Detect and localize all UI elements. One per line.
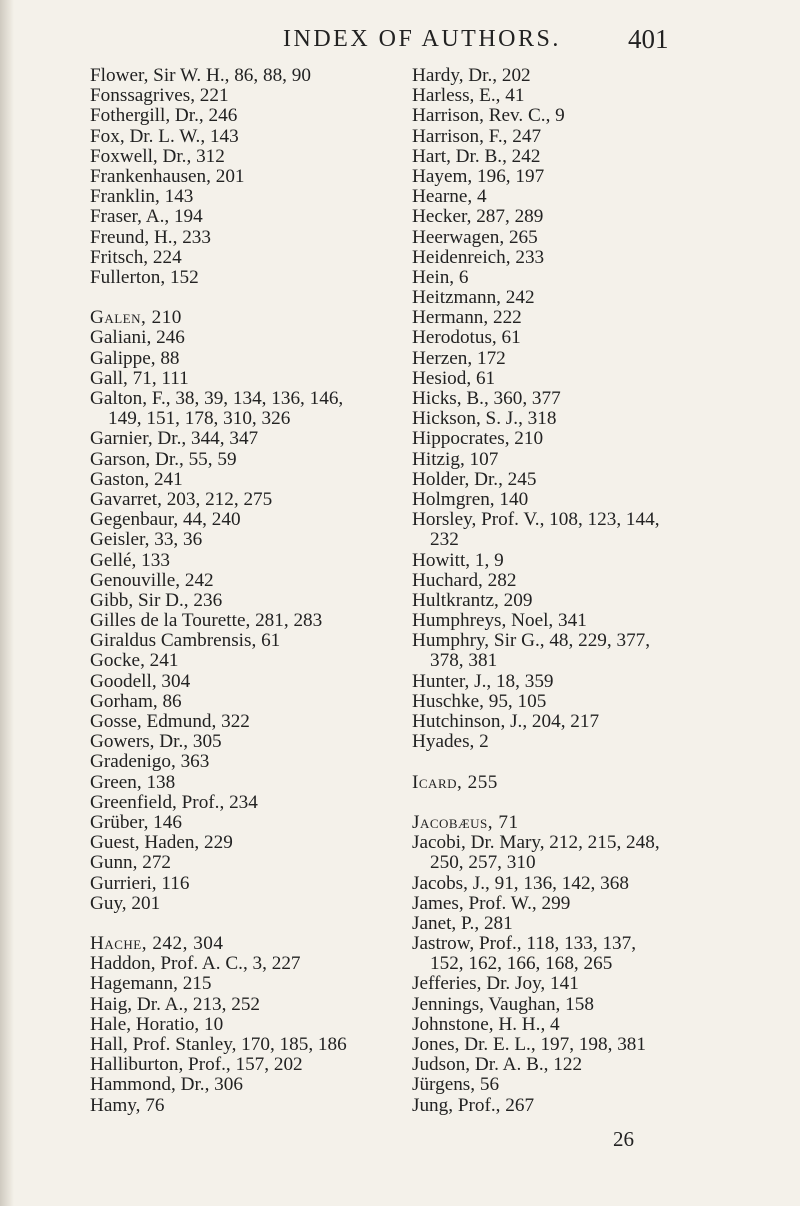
index-entry: Fritsch, 224: [90, 246, 182, 268]
index-entry: Jung, Prof., 267: [412, 1094, 535, 1116]
index-column-left: [90, 66, 390, 1116]
index-entry: Huchard, 282: [412, 569, 517, 591]
page-header: [0, 20, 800, 60]
index-entry: Geisler, 33, 36: [90, 529, 203, 551]
index-entry: Greenfield, Prof., 234: [90, 791, 258, 813]
index-entry: Haig, Dr. A., 213, 252: [90, 993, 261, 1015]
index-entry: Heitzmann, 242: [412, 287, 535, 309]
index-entry: Johnstone, H. H., 4: [412, 1013, 560, 1035]
index-entry: Humphry, Sir G., 48, 229, 377,: [412, 630, 651, 652]
index-entry: Icard, 255: [412, 771, 498, 793]
index-entry: Herzen, 172: [412, 347, 506, 369]
index-entry: Garson, Dr., 55, 59: [90, 448, 237, 470]
index-entry: Gall, 71, 111: [90, 367, 189, 389]
index-entry-continuation: 250, 257, 310: [430, 852, 536, 874]
index-entry: Howitt, 1, 9: [412, 549, 504, 571]
index-entry: Hamy, 76: [90, 1094, 165, 1116]
index-entry: Halliburton, Prof., 157, 202: [90, 1054, 303, 1076]
index-entry: Hecker, 287, 289: [412, 206, 544, 228]
index-entry: Galton, F., 38, 39, 134, 136, 146,: [90, 388, 344, 409]
page-edge-shadow: [0, 0, 14, 1206]
index-entry: Goodell, 304: [90, 670, 191, 692]
index-entry: James, Prof. W., 299: [412, 892, 571, 914]
index-entry: Gurrieri, 116: [90, 872, 190, 894]
index-entry: Gellé, 133: [90, 549, 170, 571]
index-entry: Fox, Dr. L. W., 143: [90, 125, 239, 147]
index-entry: Hitzig, 107: [412, 448, 499, 470]
index-entry: Galiani, 246: [90, 327, 185, 349]
index-entry: Fraser, A., 194: [90, 206, 203, 228]
index-entry: Heerwagen, 265: [412, 226, 538, 248]
index-entry: Gunn, 272: [90, 852, 172, 874]
index-entry: Gibb, Sir D., 236: [90, 589, 223, 611]
index-entry: Jacobi, Dr. Mary, 212, 215, 248,: [412, 832, 660, 854]
index-entry: Frankenhausen, 201: [90, 165, 245, 187]
index-entry: Gradenigo, 363: [90, 751, 210, 773]
index-entry: Gosse, Edmund, 322: [90, 711, 250, 732]
index-entry: Green, 138: [90, 771, 176, 793]
index-entry: Franklin, 143: [90, 186, 194, 208]
index-entry: Harrison, Rev. C., 9: [412, 105, 565, 127]
index-entry: Galen, 210: [90, 307, 182, 329]
index-entry: Jefferies, Dr. Joy, 141: [412, 973, 579, 995]
index-entry: Hayem, 196, 197: [412, 165, 545, 187]
index-entry: Hicks, B., 360, 377: [412, 388, 561, 409]
index-entry: Hagemann, 215: [90, 973, 212, 995]
section-gap: [90, 914, 390, 934]
index-entry: Hunter, J., 18, 359: [412, 670, 554, 692]
index-entry: Gorham, 86: [90, 690, 182, 712]
index-entry: Hesiod, 61: [412, 367, 496, 389]
index-entry: Hermann, 222: [412, 307, 522, 329]
index-entry: Harless, E., 41: [412, 85, 525, 107]
index-entry: Humphreys, Noel, 341: [412, 610, 587, 632]
index-entry: Hart, Dr. B., 242: [412, 145, 541, 167]
index-entry-continuation: 378, 381: [430, 650, 498, 672]
index-entry: Galippe, 88: [90, 347, 180, 369]
index-entry: Jürgens, 56: [412, 1074, 500, 1096]
index-entry: Fonssagrives, 221: [90, 85, 229, 107]
index-entry: Janet, P., 281: [412, 912, 513, 934]
section-gap: [90, 288, 390, 308]
index-entry: Giraldus Cambrensis, 61: [90, 630, 281, 652]
index-entry: Jacobs, J., 91, 136, 142, 368: [412, 872, 629, 894]
index-entry: Garnier, Dr., 344, 347: [90, 428, 259, 450]
index-entry: Gavarret, 203, 212, 275: [90, 488, 273, 510]
index-entry: Holmgren, 140: [412, 488, 529, 510]
index-entry: Jastrow, Prof., 118, 133, 137,: [412, 933, 637, 955]
index-entry: Jones, Dr. E. L., 197, 198, 381: [412, 1034, 646, 1055]
index-entry: Foxwell, Dr., 312: [90, 145, 225, 167]
index-entry: Hickson, S. J., 318: [412, 408, 557, 430]
index-entry: Guy, 201: [90, 892, 161, 914]
index-entry: Gaston, 241: [90, 468, 183, 490]
index-entry: Fothergill, Dr., 246: [90, 105, 238, 127]
index-entry: Gowers, Dr., 305: [90, 731, 222, 753]
signature-mark: 26: [613, 1127, 634, 1151]
index-entry: Haddon, Prof. A. C., 3, 227: [90, 953, 301, 975]
section-gap: [412, 752, 792, 772]
index-entry: Hippocrates, 210: [412, 428, 544, 450]
index-entry: Flower, Sir W. H., 86, 88, 90: [90, 65, 311, 86]
index-entry: Horsley, Prof. V., 108, 123, 144,: [412, 509, 660, 531]
index-entry-continuation: 149, 151, 178, 310, 326: [108, 408, 291, 430]
index-entry: Genouville, 242: [90, 569, 214, 591]
index-entry: Guest, Haden, 229: [90, 832, 233, 854]
index-entry: Gegenbaur, 44, 240: [90, 509, 241, 531]
index-entry: Huschke, 95, 105: [412, 690, 547, 712]
index-entry: Hearne, 4: [412, 186, 487, 208]
index-entry: Hale, Horatio, 10: [90, 1013, 224, 1035]
index-entry: Hutchinson, J., 204, 217: [412, 711, 600, 732]
page-title: INDEX OF AUTHORS.: [283, 26, 561, 52]
index-entry: Jacobæus, 71: [412, 811, 519, 833]
index-entry: Hein, 6: [412, 266, 469, 288]
index-entry-continuation: 152, 162, 166, 168, 265: [430, 953, 613, 975]
index-entry: Hyades, 2: [412, 731, 489, 753]
page-number: 401: [628, 24, 669, 54]
index-entry: Gocke, 241: [90, 650, 179, 672]
index-entry: Gilles de la Tourette, 281, 283: [90, 610, 323, 632]
index-entry-continuation: 232: [430, 529, 459, 551]
index-entry: Fullerton, 152: [90, 266, 199, 288]
index-entry: Hammond, Dr., 306: [90, 1074, 243, 1096]
index-entry: Harrison, F., 247: [412, 125, 542, 147]
index-entry: Hall, Prof. Stanley, 170, 185, 186: [90, 1034, 347, 1055]
section-gap: [412, 793, 792, 813]
index-entry: Heidenreich, 233: [412, 246, 545, 268]
index-entry: Freund, H., 233: [90, 226, 211, 248]
index-entry: Grüber, 146: [90, 811, 182, 833]
index-entry: Jennings, Vaughan, 158: [412, 993, 594, 1015]
index-entry: Judson, Dr. A. B., 122: [412, 1054, 583, 1076]
index-entry: Hache, 242, 304: [90, 933, 224, 955]
index-entry: Hardy, Dr., 202: [412, 65, 531, 86]
index-column-right: [412, 66, 792, 1116]
index-entry: Hultkrantz, 209: [412, 589, 533, 611]
index-entry: Holder, Dr., 245: [412, 468, 537, 490]
index-entry: Herodotus, 61: [412, 327, 521, 349]
